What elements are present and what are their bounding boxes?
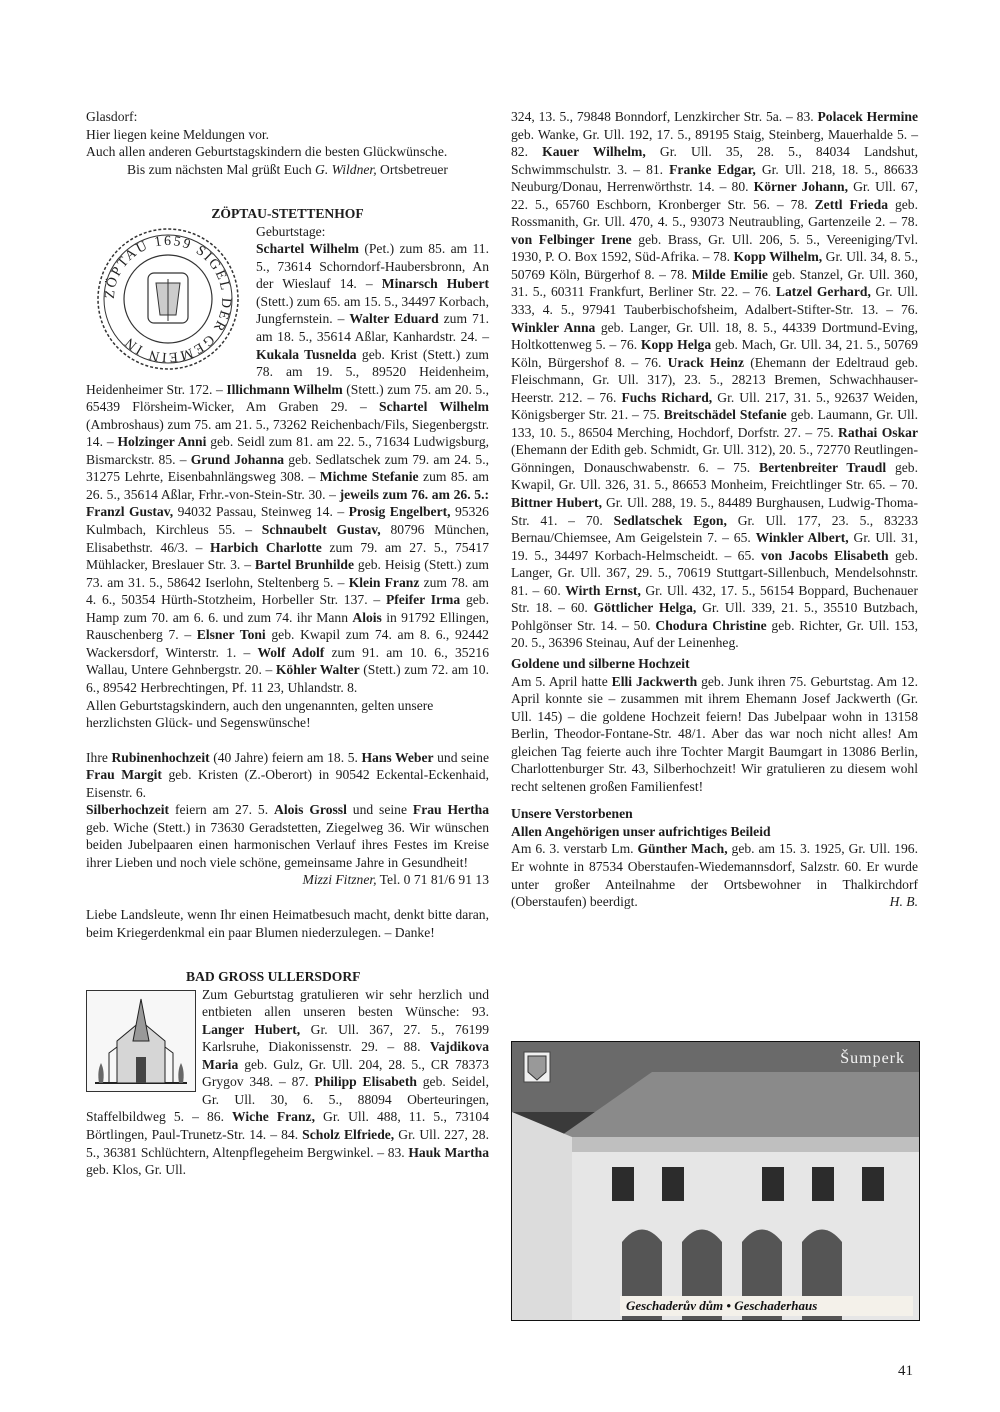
geschaderhaus-photo xyxy=(511,1041,920,1321)
obituary-signature: H. B. xyxy=(889,894,918,910)
glasdorf-line-2: Auch allen anderen Geburtstagskindern die besten Glückwünsche. xyxy=(86,144,448,160)
golden-wedding-text: Am 5. April hatte Elli Jackwerth geb. Junk ihren 75. Geburtstag. Am 12. April konnte sie – zusammen mit ihrem Ehemann Josef Jackwerth (Gr. Ull. 145) – die goldene Hochzeit feiern! Das Jubelpaar wohn in 13158 Berlin, Theodor-Fontane-Str. 48/1. Aber das war noch nicht alles! Am gleichen Tag feierte auch ihre Tochter Margit Baumgart in 13086 Berlin, Charlottenburger Str. 43, Silberhochzeit! Wir gratulieren zu diesem wohl recht seltenen großen Familienfest! xyxy=(511,673,918,794)
silberhochzeit: Silberhochzeit feiern am 27. 5. Alois Grossl und seine Frau Hertha geb. Wiche (Stett.) in 73630 Geradstetten, Ziegelweg 36. Wir wünschen beiden Jubelpaaren einen harmonischen Verlauf ihres Festes im Kreise ihrer Lieben und noch viele schöne, gemeinsame Jahre in Gesundheit! xyxy=(86,802,489,870)
building-image xyxy=(512,1042,919,1320)
zoeptau-title: ZÖPTAU-STETTENHOF xyxy=(211,206,364,222)
zoeptau-birthdays: Geburtstage: Schartel Wilhelm (Pet.) zum 85. am 11. 5., 73614 Schorndorf-Haubersbronn, An der Wieslauf 14. – Minarsch Hubert (Stett.) zum 65. am 15. 5., 34497 Korbach, Jungfernstein. – Walter Eduard zum 71. am 18. 5., 35614 Aßlar, Kanhardstr. 24. – Kukala Tusnelda geb. Krist (Stett.) zum 78. am 19. 5., 89520 Heidenheim, Heidenheimer Str. 172. – Illichmann Wilhelm (Stett.) zum 75. am 20. 5., 65439 Flörsheim-Wicker, Am Graben 29. – Schartel Wilhelm (Ambroshaus) zum 75. am 21. 5., 73262 Reichenbach/Fils, Siegenbergstr. 14. – Holzinger Anni geb. Seidl zum 81. am 22. 5., 71634 Ludwigsburg, Bismarckstr. 85. – Grund Johanna geb. Sedlatschek zum 79. am 24. 5., 31275 Lehrte, Eisenbahnlängsweg 308. – Michme Stefanie zum 85. am 26. 5., 35614 Aßlar, Frhr.-von-Stein-Str. 30. – jeweils zum 76. am 26. 5.: Franzl Gustav, 94032 Passau, Steinweg 14. – Prosig Engelbert, 95326 Kulmbach, Kirchleus 55. – Schnaubelt Gustav, 80796 München, Elisabethstr. 46/3. – Harbich Charlotte zum 79. am 27. 5., 75417 Mühlacker, Breslauer Str. 3. – Bartel Brunhilde geb. Heisig (Stett.) zum 73. am 31. 5., 58642 Iserlohn, Steltenberg 5. – Klein Franz zum 78. am 4. 6., 50354 Hürth-Stotzheim, Horbeller Str. 137. – Pfeifer Irma geb. Hamp zum 70. am 6. 6. und zum 74. ihr Mann Alois in 91792 Ellingen, Rauschenberg 7. – Elsner Toni geb. Kwapil zum 74. am 8. 6., 92442 Wackersdorf, Winterstr. 1. – Wolf Adolf zum 91. am 10. 6., 35216 Wallau, Untere Gehnbergstr. 20. – Köhler Walter (Stett.) zum 72. am 10. 6., 89542 Herbrechtingen, Pf. 11 23, Uhlandstr. 8. xyxy=(86,223,490,695)
glasdorf-signature: Bis zum nächsten Mal grüßt Euch G. Wildner, Ortsbetreuer xyxy=(127,161,448,177)
bad-gross-ullersdorf-title: BAD GROSS ULLERSDORF xyxy=(186,969,361,985)
obituaries-title: Unsere Verstorbenen xyxy=(511,806,633,822)
zoeptau-greeting: Allen Geburtstagskindern, auch den ungenannten, gelten unsere herzlichsten Glück- und Segenswünsche! xyxy=(86,697,434,731)
obituaries-subtitle: Allen Angehörigen unser aufrichtiges Beileid xyxy=(511,823,771,839)
right-column xyxy=(511,108,918,911)
zoeptau-seal-image xyxy=(86,223,250,375)
obituary-text: Am 6. 3. verstarb Lm. Günther Mach, geb. am 15. 3. 1925, Gr. Ull. 196. Er wohnte in 87534 Oberstaufen-Wiedemannsdorf, Salzstr. 60. Er wurde unter großer Anteilnahme der Ortsbewohner in Thalkirchdorf (Oberstaufen) beerdigt. H. B. xyxy=(511,841,918,910)
golden-wedding-title: Goldene und silberne Hochzeit xyxy=(511,655,690,671)
mizzi-signature: Mizzi Fitzner, Tel. 0 71 81/6 91 13 xyxy=(302,872,489,888)
rubinenhochzeit: Ihre Rubinenhochzeit (40 Jahre) feiern am 18. 5. Hans Weber und seine Frau Margit geb. Kristen (Z.-Oberort) in 90542 Eckental-Eckenhaid, Eisenstr. 6. xyxy=(86,749,489,800)
page-number: 41 xyxy=(898,1363,913,1379)
photo-caption: Geschaderův dům • Geschaderhaus xyxy=(620,1296,913,1316)
glasdorf-title: Glasdorf: xyxy=(86,109,138,124)
photo-town-label: Šumperk xyxy=(840,1050,905,1067)
left-column xyxy=(86,108,489,1179)
memorial-note: Liebe Landsleute, wenn Ihr einen Heimatbesuch macht, denkt bitte daran, beim Kriegerdenkmal ein paar Blumen niederzulegen. – Danke! xyxy=(86,906,489,940)
bad-gross-ullersdorf-birthdays-cont: 324, 13. 5., 79848 Bonndorf, Lenzkircher Str. 5a. – 83. Polacek Hermine geb. Wanke, Gr. Ull. 192, 17. 5., 89195 Staig, Steinberg, Mauerhalde 5. – 82. Kauer Wilhelm, Gr. Ull. 35, 28. 5., 84034 Landshut, Schwimmschulstr. 3. – 81. Franke Edgar, Gr. Ull. 218, 18. 5., 86633 Neuburg/Donau, Herrenwörthstr. 14. – 80. Körner Johann, Gr. Ull. 67, 22. 5., 65760 Eschborn, Kronberger Str. 56. – 78. Zettl Frieda geb. Rossmanith, Gr. Ull. 470, 4. 5., 93073 Neutraubling, Gartenzeile 2. – 78. von Felbinger Irene geb. Brass, Gr. Ull. 206, 5. 5., Vereeniging/Tvl. 1930, P. O. Box 1592, Süd-Afrika. – 78. Kopp Wilhelm, Gr. Ull. 34, 8. 5., 50769 Köln, Bürgerhof 8. – 78. Milde Emilie geb. Stanzel, Gr. Ull. 360, 31. 5., 60311 Frankfurt, Berliner Str. 22. – 76. Latzel Gerhard, Gr. Ull. 333, 4. 5., 97941 Tauberbischofsheim, Adalbert-Stifter-Str. 13. – 76. Winkler Anna geb. Langer, Gr. Ull. 18, 8. 5., 44339 Dortmund-Eving, Holtkottenweg 5. – 76. Kopp Helga geb. Mach, Gr. Ull. 34, 21. 5., 50769 Köln, Bürgershof 8. – 76. Urack Heinz (Ehemann der Edeltraud geb. Fleischmann, Gr. Ull. 317), 23. 5., 28213 Bremen, Schwachhauser-Heerstr. 212. – 76. Fuchs Richard, Gr. Ull. 217, 31. 5., 92637 Weiden, Königsberger Str. 21. – 75. Breitschädel Stefanie geb. Laumann, Gr. Ull. 133, 10. 5., 86504 Merching, Hochdorf, Dorfstr. 27. – 75. Rathai Oskar (Ehemann der Edith geb. Schmidt, Gr. Ull. 312), 20. 5., 72770 Reutlingen-Gönningen, Donauschwabenstr. 6. – 75. Bertenbreiter Traudl geb. Kwapil, Gr. Ull. 326, 31. 5., 86653 Monheim, Freichtlinger Str. 65. – 70. Bittner Hubert, Gr. Ull. 288, 19. 5., 84489 Burghausen, Ludwig-Thoma-Str. 41. – 70. Sedlatschek Egon, Gr. Ull. 177, 23. 5., 83233 Bernau/Chiemsee, Am Geigelstein 7. – 65. Winkler Albert, Gr. Ull. 31, 19. 5., 34497 Korbach-Helmscheidt. – 65. von Jacobs Elisabeth geb. Langer, Gr. Ull. 367, 29. 5., 70619 Stuttgart-Sillenbuch, Mendelsohnstr. 81. – 60. Wirth Ernst, Gr. Ull. 432, 17. 5., 56154 Boppard, Buchenauer Str. 18. – 60. Göttlicher Helga, Gr. Ull. 339, 21. 5., 35510 Butzbach, Pohlgönser Str. 14. – 50. Chodura Christine geb. Richter, Gr. Ull. 153, 20. 5., 36396 Steinau, Auf der Leinenheg. xyxy=(511,109,919,651)
church-illustration xyxy=(86,990,196,1092)
bad-gross-ullersdorf-birthdays: Zum Geburtstag gratulieren wir sehr herzlich und entbieten allen unseren besten Wünsche: 93. Langer Hubert, Gr. Ull. 367, 27. 5., 76199 Karlsruhe, Diakonissenstr. 29. – 88. Vajdikova Maria geb. Gulz, Gr. Ull. 204, 28. 5., CR 78373 Grygov 348. – 87. Philipp Elisabeth geb. Seidel, Gr. Ull. 30, 6. 5., 88094 Oberteuringen, Staffelbildweg 5. – 86. Wiche Franz, Gr. Ull. 488, 11. 5., 73104 Börtlingen, Paul-Trunetz-Str. 14. – 84. Scholz Elfriede, Gr. Ull. 227, 28. 5., 36381 Schlüchtern, Altenpflegeheim Bergwinkel. – 83. Hauk Martha geb. Klos, Gr. Ull. xyxy=(86,986,490,1178)
glasdorf-line-1: Hier liegen keine Meldungen vor. xyxy=(86,126,270,142)
seal-text: ZÖPTAU 1659 SIGEL DER GEMEIN IN xyxy=(102,233,234,364)
